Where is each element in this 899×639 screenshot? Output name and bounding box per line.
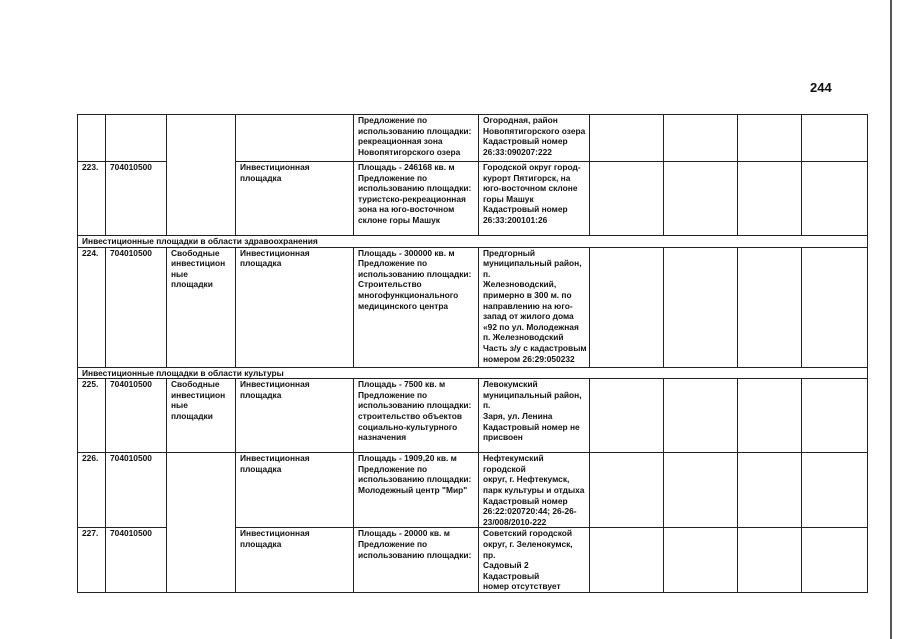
empty-cell — [590, 453, 664, 528]
row-description: Площадь - 20000 кв. м Предложение по использованию площадки: — [354, 528, 479, 593]
row-code — [106, 115, 167, 162]
empty-cell — [802, 162, 868, 236]
row-location: Нефтекумский городской округ, г. Нефтекумск, парк культуры и отдыха Кадастровый номер 26:22:020720:44; 26-26- 23/008/2010-222 — [479, 453, 590, 528]
empty-cell — [664, 528, 738, 593]
row-number: 227. — [78, 528, 106, 593]
row-description: Площадь - 246168 кв. м Предложение по использованию площадки: туристско-рекреационная зона на юго-восточном склоне горы Машук — [354, 162, 479, 236]
row-type: Инвестиционная площадка — [236, 453, 354, 528]
page-edge-line — [890, 0, 892, 639]
empty-cell — [664, 453, 738, 528]
row-code: 704010500 — [106, 162, 167, 236]
empty-cell — [738, 247, 802, 367]
row-description: Площадь - 1909,20 кв. м Предложение по использованию площадки: Молодежный центр "Мир" — [354, 453, 479, 528]
row-type: Инвестиционная площадка — [236, 379, 354, 453]
empty-cell — [590, 162, 664, 236]
row-location: Городской округ город- курорт Пятигорск, на юго-восточном склоне горы Машук Кадастровый номер 26:33:200101:26 — [479, 162, 590, 236]
row-category: Свободные инвестицион ные площадки — [167, 379, 236, 453]
row-code: 704010500 — [106, 528, 167, 593]
table-row — [78, 115, 868, 162]
row-number — [78, 115, 106, 162]
row-description: Площадь - 7500 кв. м Предложение по использованию площадки: строительство объектов социально-культурного назначения — [354, 379, 479, 453]
empty-cell — [802, 528, 868, 593]
row-category — [167, 115, 236, 236]
empty-cell — [738, 453, 802, 528]
section-title-culture: Инвестиционные площадки в области культуры — [78, 367, 868, 379]
empty-cell — [802, 379, 868, 453]
table-row — [78, 453, 868, 528]
row-type: Инвестиционная площадка — [236, 162, 354, 236]
empty-cell — [590, 247, 664, 367]
row-category: Свободные инвестицион ные площадки — [167, 247, 236, 367]
row-category — [167, 453, 236, 593]
row-number: 224. — [78, 247, 106, 367]
row-description: Предложение по использованию площадки: рекреационная зона Новопятигорского озера — [354, 115, 479, 162]
row-number: 223. — [78, 162, 106, 236]
empty-cell — [664, 247, 738, 367]
page-number: 244 — [810, 80, 832, 95]
row-code: 704010500 — [106, 247, 167, 367]
empty-cell — [590, 115, 664, 162]
empty-cell — [664, 379, 738, 453]
table-row — [78, 379, 868, 453]
row-number: 225. — [78, 379, 106, 453]
empty-cell — [664, 115, 738, 162]
empty-cell — [802, 453, 868, 528]
empty-cell — [590, 379, 664, 453]
row-type — [236, 115, 354, 162]
empty-cell — [802, 247, 868, 367]
row-description: Площадь - 300000 кв. м Предложение по использованию площадки: Строительство многофункционального медицинского центра — [354, 247, 479, 367]
empty-cell — [590, 528, 664, 593]
empty-cell — [738, 379, 802, 453]
section-title-health: Инвестиционные площадки в области здравоохранения — [78, 236, 868, 248]
empty-cell — [738, 115, 802, 162]
empty-cell — [738, 162, 802, 236]
row-location: Советский городской округ, г. Зеленокумск, пр. Садовый 2 Кадастровый номер отсутствует — [479, 528, 590, 593]
section-row — [78, 236, 868, 248]
row-location: Огородная, район Новопятигорского озера Кадастровый номер 26:33:090207:222 — [479, 115, 590, 162]
section-row — [78, 367, 868, 379]
investment-sites-table — [77, 114, 868, 593]
empty-cell — [802, 115, 868, 162]
row-code: 704010500 — [106, 453, 167, 528]
row-location: Левокумский муниципальный район, п. Заря, ул. Ленина Кадастровый номер не присвоен — [479, 379, 590, 453]
row-code: 704010500 — [106, 379, 167, 453]
empty-cell — [738, 528, 802, 593]
empty-cell — [664, 162, 738, 236]
row-number: 226. — [78, 453, 106, 528]
row-type: Инвестиционная площадка — [236, 247, 354, 367]
row-location: Предгорный муниципальный район, п. Железноводский, примерно в 300 м. по направлению на юго- запад от жилого дома «92 по ул. Молодежная п. Железноводский Часть з/у с кадастровым номером 26:29:050232 — [479, 247, 590, 367]
table-row — [78, 247, 868, 367]
row-type: Инвестиционная площадка — [236, 528, 354, 593]
